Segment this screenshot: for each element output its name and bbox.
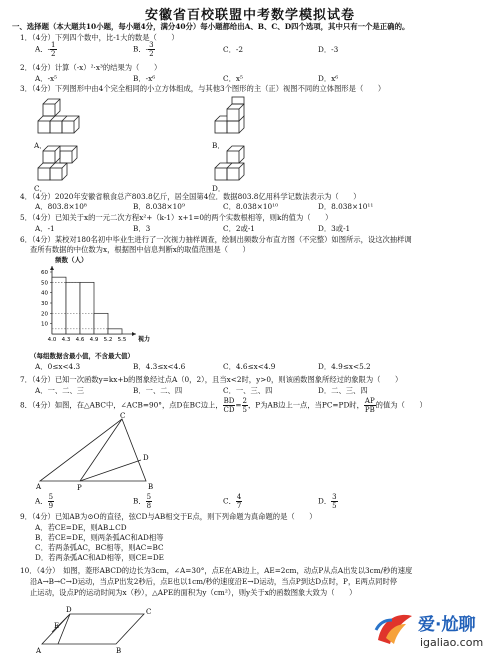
- question-7: 7．（4分）已知一次函数y=kx+b的图象经过点A（0，2），且当x<2时，y>0，则该函数图象所经过的象限为（ ）: [20, 375, 403, 384]
- q9-option-c: C．若两条弧AC，BC相等，则AC=BC: [35, 543, 164, 552]
- y-tick-label: 40: [41, 290, 48, 297]
- q7-option-b: B．一、二、四: [133, 386, 183, 395]
- q8-label-a: A: [36, 483, 42, 491]
- histogram-bar: [80, 282, 94, 334]
- frequency-histogram: [30, 262, 160, 350]
- q3-figure-b: [213, 97, 259, 139]
- question-8: 8．（4分）如图，在△ABC中，∠ACB=90°，点D在BC边上， $\frac{BD}{CD}$ = $\frac{2}{5}$ ，P为AB边上一点，当PC=PD时， $\frac{AP}{PB}$ 的值为（ ）: [20, 397, 427, 414]
- q6-option-c: C．4.6≤x<4.9: [223, 362, 276, 371]
- q1-option-a: A．- $\frac{1}{2}$: [35, 41, 56, 58]
- chart-note: （每组数据含最小值，不含最大值）: [30, 352, 134, 360]
- question-1: 1．（4分）下列四个数中，比-1大的数是（ ）: [20, 33, 179, 42]
- y-tick-label: 30: [41, 301, 48, 307]
- q2-option-d: D．x⁶: [318, 74, 339, 83]
- q7-option-a: A．一、二、三: [35, 386, 85, 395]
- x-tick-label: 5.2: [103, 337, 113, 343]
- section-heading: 一、选择题（本大题共10小题，每小题4分，满分40分）每小题都给出A、B、C、D四个选项，其中只有一个是正确的。: [12, 22, 410, 31]
- y-tick-label: 60: [41, 270, 48, 276]
- q10-label-c: C: [146, 608, 152, 616]
- x-tick-label: 4.6: [75, 337, 85, 343]
- q3-option-a: A．: [34, 141, 47, 150]
- question-3: 3．（4分）下列图形中由4个完全相同的小立方体组成，与其他3个图形的主（正）视图不同的立体图形是（ ）: [20, 84, 386, 93]
- question-4: 4．（4分）2020年安徽省粮食总产803.8亿斤，居全国第4位．数据803.8亿用科学记数法表示为（ ）: [20, 192, 361, 201]
- q3-option-b: B．: [212, 141, 225, 150]
- y-tick-label: 50: [41, 280, 48, 287]
- q4-option-c: C．8.038×10¹⁰: [223, 202, 279, 211]
- question-10-line-2: 沿A→B→C→D运动，当点P出发2秒后，点E也以1cm/秒的速度沿E→D运动，当点P到达D点时，P，E两点同时停: [30, 577, 398, 586]
- q7-option-d: D．二、三、四: [318, 386, 368, 395]
- q8-option-a: A． $\frac{5}{9}$: [35, 493, 54, 510]
- q9-option-a: A．若CE=DE，则AB⊥CD: [35, 523, 127, 532]
- y-tick-label: 10: [41, 321, 48, 328]
- q4-option-b: B．8.038×10⁹: [133, 202, 185, 211]
- q3-figure-a: [36, 97, 84, 139]
- q3-option-d: D．: [212, 184, 226, 193]
- q6-option-b: B．4.3≤x<4.6: [133, 362, 186, 371]
- watermark-logo-icon: [372, 608, 416, 648]
- q5-option-b: B．3: [133, 224, 151, 233]
- y-axis-arrow: [50, 266, 54, 270]
- q3-figure-c: [36, 144, 84, 184]
- q6-option-a: A．0≤x<4.3: [35, 362, 81, 371]
- y-tick-label: 20: [41, 311, 48, 318]
- q5-option-d: D．3或-1: [318, 224, 351, 233]
- q7-option-c: C．一、三、四: [223, 386, 273, 395]
- watermark: [372, 606, 498, 662]
- q2-option-b: B．-x⁶: [133, 74, 156, 83]
- question-5: 5．（4分）已知关于x的一元二次方程x²+（k-1）x+1=0的两个实数根相等，则k的值为（ ）: [20, 213, 333, 222]
- q8-label-d: D: [143, 454, 149, 462]
- q9-option-b: B．若CE=DE，则两条弧AC和AD相等: [35, 533, 164, 542]
- q6-option-d: D．4.9≤x<5.2: [318, 362, 371, 371]
- histogram-bar: [66, 282, 80, 334]
- question-9: 9．（4分）已知AB为⊙O的直径，弦CD与AB相交于E点，则下列命题为真命题的是（ ）: [20, 512, 317, 521]
- question-2: 2．（4分）计算（-x）²·x³的结果为（ ）: [20, 63, 162, 72]
- q10-label-d: D: [66, 606, 72, 614]
- q3-option-c: C．: [34, 184, 47, 193]
- q2-option-c: C．x⁵: [223, 74, 243, 83]
- x-axis-arrow: [132, 332, 136, 336]
- x-tick-label: 4.0: [47, 337, 57, 343]
- q10-label-b: B: [116, 647, 122, 655]
- q8-label-b: B: [148, 483, 154, 491]
- histogram-bar: [108, 329, 122, 334]
- q8-label-c: C: [120, 412, 126, 420]
- histogram-bar: [52, 277, 66, 334]
- q8-option-d: D． $\frac{3}{5}$: [318, 493, 337, 510]
- x-tick-label: 4.9: [89, 337, 99, 343]
- q1-option-c: C．-2: [223, 45, 243, 54]
- question-6-line-2: 查所有数据的中位数为x，根据图中信息判断x的取值范围是（ ）: [30, 245, 250, 254]
- q10-label-a: A: [36, 647, 42, 655]
- watermark-brand: 爱·尬聊: [418, 615, 476, 635]
- q8-option-c: C． $\frac{4}{7}$: [223, 493, 242, 510]
- q8-option-b: B． $\frac{5}{8}$: [133, 493, 152, 510]
- q1-option-d: D．-3: [318, 45, 339, 54]
- q5-option-a: A．-1: [35, 224, 55, 233]
- q2-option-a: A．-x⁵: [35, 74, 58, 83]
- q8-label-p: P: [77, 484, 82, 492]
- q10-label-e: E: [54, 622, 60, 630]
- question-6-line-1: 6．（4分）某校对180名初中毕业生进行了一次视力抽样调查，绘制出频数分布直方图（不完整）如图所示，设这次抽样调: [20, 235, 412, 244]
- chart-y-label: 频数（人）: [55, 256, 88, 264]
- x-tick-label: 5.5: [117, 337, 127, 343]
- page-title: 安徽省百校联盟中考数学模拟试卷: [144, 8, 355, 23]
- question-10-line-1: 10．（4分） 如图，菱形ABCD的边长为3cm，∠A=30°，点E在AB边上，AE=2cm，动点P从点A出发以3cm/秒的速度: [20, 566, 413, 575]
- q4-option-a: A．803.8×10⁸: [35, 202, 87, 211]
- q5-option-c: C．2或-1: [223, 224, 255, 233]
- q8-triangle-figure: [36, 412, 156, 492]
- question-10-line-3: 止运动，设点P的运动时间为x（秒），△APE的面积为y（cm²），则y关于x的函数图象大致为（ ）: [30, 588, 357, 597]
- q3-figure-d: [213, 144, 259, 184]
- q9-option-d: D．若两条弧AC和AD相等，则CE=DE: [35, 553, 164, 562]
- histogram-bar: [94, 313, 108, 334]
- chart-x-label: 视力: [138, 336, 151, 343]
- watermark-url: igaliao.com: [420, 636, 484, 649]
- q1-option-b: B．- $\frac{3}{2}$: [133, 41, 154, 58]
- q4-option-d: D．8.038×10¹¹: [318, 202, 374, 211]
- q10-rhombus-figure: [36, 606, 156, 658]
- x-tick-label: 4.3: [61, 337, 71, 343]
